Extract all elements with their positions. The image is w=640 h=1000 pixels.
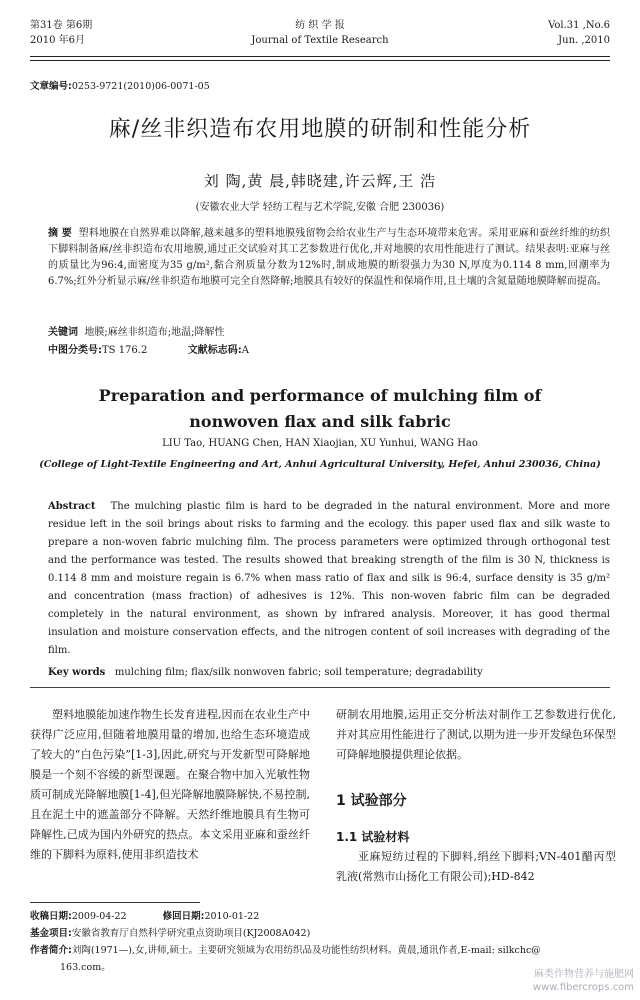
abstract-en-label: Abstract: [48, 501, 96, 512]
volume-issue-en: Vol.31 ,No.6: [548, 20, 610, 31]
header-center: [30, 18, 610, 48]
article-number-label: 文章编号:: [30, 81, 72, 92]
authors-english: LIU Tao, HUANG Chen, HAN Xiaojian, XU Yunhui, WANG Hao: [162, 438, 478, 449]
received-label: 收稿日期:: [30, 911, 72, 922]
journal-name-cn: 纺 织 学 报: [295, 20, 345, 31]
footnote-dates: [30, 908, 610, 925]
clc-label: 中图分类号:: [48, 345, 102, 356]
body-column-right: [336, 705, 616, 887]
keywords-cn-label: 关键词: [48, 327, 78, 338]
header-rule-thin: [30, 60, 610, 61]
intro-paragraph-cont: 研制农用地膜,运用正交分析法对制作工艺参数进行优化,并对其应用性能进行了测试,以期为进一步开发绿色环保型可降解地膜提供理论依据。: [336, 708, 616, 761]
running-header: [30, 18, 610, 58]
abstract-en-text: The mulching plastic film is hard to be degraded in the natural environment. More and more residue left in the soil brings about risks to farming and the ecology. this paper used flax and silk waste to prepare a non-woven fabric mulching film. The process parameters were optimized through orthogonal test and the performance was tested. The results showed that breaking strength of the film is 30 N, thickness is 0.114 8 mm and moisture regain is 6.7% when mass ratio of flax and silk is 96:4, surface density is 35 g/m² and concentration (mass fraction) of adhesives is 12%. This non-woven fabric film can be degraded completely in the natural environment, as shown by infrared analysis. Moreover, it has good thermal insulation and moisture conservation effects, and the nitrogen content of soil increases with degrading of the film.: [48, 501, 610, 656]
section-divider: [30, 687, 610, 688]
title-en-line1: Preparation and performance of mulching film of: [98, 386, 542, 405]
received-date: 2009-04-22: [71, 911, 127, 922]
revised-label: 修回日期:: [162, 911, 205, 922]
affiliation-chinese: (安徽农业大学 轻纺工程与艺术学院,安徽 合肥 230036): [195, 202, 445, 213]
site-watermark: [533, 968, 634, 994]
title-en-line2: nonwoven flax and silk fabric: [189, 412, 451, 431]
article-number: [30, 78, 210, 92]
article-number-value: 0253-9721(2010)06-0071-05: [71, 81, 210, 92]
intro-paragraph: 塑料地膜能加速作物生长发育进程,因而在农业生产中获得广泛应用,但随着地膜用量的增加,也给生态环境造成了较大的“白色污染”[1-3],因此,研究与开发新型可降解地膜是一个刻不容缓的新型课题。在聚合物中加入光敏性物质可制成光降解地膜[1-4],但光降解地膜降解快,不易控制,且在泥土中的遮盖部分不降解。天然纤维地膜具有生物可降解性,已成为国内外研究的热点。本文采用亚麻和蚕丝纤维的下脚料为原料,使用非织造技术: [30, 708, 310, 861]
abstract-cn-label: 摘 要: [48, 228, 72, 239]
affiliation-english: (College of Light-Textile Engineering and Art, Anhui Agricultural University, Hefei, Anhui 230036, China): [39, 459, 601, 470]
header-right: [548, 18, 610, 48]
footnote-author-cont: 163.com。: [60, 962, 111, 973]
clc-value: TS 176.2: [102, 345, 148, 356]
title-chinese: 麻/丝非织造布农用地膜的研制和性能分析: [108, 117, 532, 142]
watermark-cn: 麻类作物营养与施肥网: [534, 969, 634, 980]
title-english: [30, 383, 610, 435]
materials-paragraph: 亚麻短纺过程的下脚料,绢丝下脚料;VN-401醋丙型乳液(常熟市山扬化工有限公司);HD-842: [336, 850, 616, 883]
footnote-fund: [30, 925, 610, 942]
revised-date: 2010-01-22: [204, 911, 260, 922]
keywords-cn-text: 地膜;麻丝非织造布;地温;降解性: [84, 327, 225, 338]
footnotes: [30, 908, 610, 976]
body-column-left: [30, 705, 310, 865]
abstract-english: [48, 498, 610, 660]
volume-issue-cn: 第31卷 第6期: [30, 20, 93, 31]
watermark-en: www.fibercrops.com: [532, 982, 634, 993]
abstract-chinese: [48, 226, 610, 290]
section-heading-1-1: 1.1 试验材料: [336, 830, 410, 844]
date-cn: 2010 年6月: [30, 35, 85, 46]
footnote-author: [30, 942, 610, 959]
header-rule-thick: [30, 56, 610, 57]
keywords-english: [48, 667, 610, 678]
section-heading-1: 1 试验部分: [336, 793, 407, 809]
keywords-en-text: mulching film; flax/silk nonwoven fabric; soil temperature; degradability: [114, 667, 483, 678]
footnote-rule: [30, 902, 200, 903]
journal-name-en: Journal of Textile Research: [251, 35, 389, 46]
keywords-chinese: [48, 326, 224, 340]
fund-text: 安徽省教育厅自然科学研究重点资助项目(KJ2008A042): [71, 928, 311, 939]
fund-label: 基金项目:: [30, 928, 72, 939]
doc-code-label: 文献标志码:: [187, 345, 242, 356]
author-bio-label: 作者简介:: [30, 945, 72, 956]
abstract-cn-text: 塑料地膜在自然界难以降解,越来越多的塑料地膜残留物会给农业生产与生态环境带来危害。采用亚麻和蚕丝纤维的纺织下脚料制备麻/丝非织造布农用地膜,通过正交试验对其工艺参数进行优化,并对地膜的农用性能进行了测试。结果表明:亚麻与丝的质量比为96:4,面密度为35 g/m²,黏合剂质量分数为12%时,制成地膜的断裂强力为30 N,厚度为0.114 8 mm,回潮率为6.7%;红外分析显示麻/丝非织造布地膜可完全自然降解;地膜具有较好的保温性和保墒作用,且土壤的含氮量随地膜降解而提高。: [48, 228, 611, 287]
doc-code-value: A: [241, 345, 249, 356]
keywords-en-label: Key words: [48, 667, 106, 678]
classification-line: [48, 344, 249, 358]
author-bio-text: 刘陶(1971—),女,讲师,硕士。主要研究领域为农用纺织品及功能性纺织材料。黄晨,通讯作者,E-mail: silkchc@: [71, 945, 541, 956]
authors-chinese: 刘 陶,黄 晨,韩晓建,许云辉,王 浩: [203, 172, 437, 190]
date-en: Jun. ,2010: [558, 35, 610, 46]
